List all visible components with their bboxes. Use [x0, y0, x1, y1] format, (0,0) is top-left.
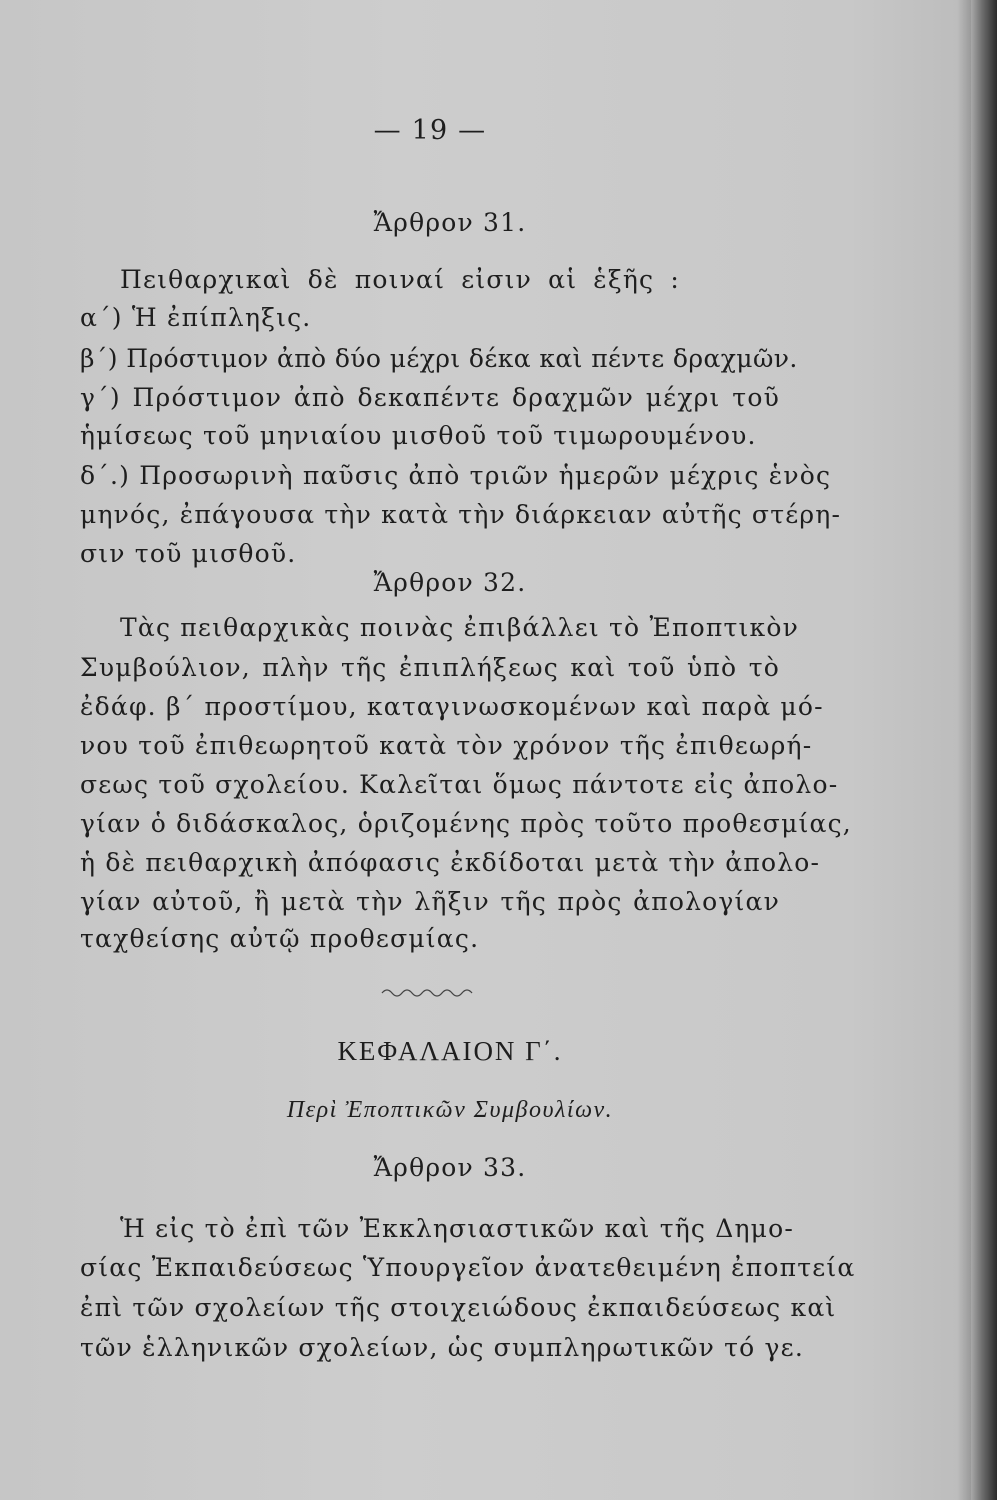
- article-31-line: μηνός, ἐπάγουσα τὴν κατὰ τὴν διάρκειαν αὐτῆς στέρη-: [80, 500, 842, 529]
- article-33-line: σίας Ἐκπαιδεύσεως Ὑπουργεῖον ἀνατεθειμένη ἐποπτεία: [80, 1253, 856, 1282]
- page-number: — 19 —: [373, 115, 487, 146]
- article-32-line: ἡ δὲ πειθαρχικὴ ἀπόφασις ἐκδίδοται μετὰ τὴν ἀπολο-: [80, 848, 821, 877]
- article-32-line: γίαν αὐτοῦ, ἢ μετὰ τὴν λῆξιν τῆς πρὸς ἀπολογίαν: [80, 887, 780, 916]
- article-32-line: νου τοῦ ἐπιθεωρητοῦ κατὰ τὸν χρόνον τῆς ἐπιθεωρή-: [80, 731, 813, 760]
- article-32-line: γίαν ὁ διδάσκαλος, ὁριζομένης πρὸς τοῦτο προθεσμίας,: [80, 809, 852, 838]
- article-31-line: σιν τοῦ μισθοῦ.: [80, 539, 297, 568]
- article-31-line: γ΄) Πρόστιμον ἀπὸ δεκαπέντε δραχμῶν μέχρι τοῦ: [80, 383, 780, 412]
- article-32-line: Συμβούλιον, πλὴν τῆς ἐπιπλήξεως καὶ τοῦ ὑπὸ τὸ: [80, 653, 780, 682]
- article-32-title: Ἄρθρον 32.: [373, 568, 527, 597]
- article-33-line: ἐπὶ τῶν σχολείων τῆς στοιχειώδους ἐκπαιδεύσεως καὶ: [80, 1293, 837, 1322]
- article-33-line: Ἡ εἰς τὸ ἐπὶ τῶν Ἐκκλησιαστικῶν καὶ τῆς Δημο-: [120, 1214, 795, 1243]
- article-31-line: Πειθαρχικαὶ δὲ ποιναί εἰσιν αἱ ἑξῆς :: [120, 265, 680, 294]
- article-31-title: Ἄρθρον 31.: [373, 208, 527, 237]
- article-32-line: ταχθείσης αὐτῷ προθεσμίας.: [80, 924, 480, 953]
- chapter-title: ΚΕΦΑΛΑΙΟΝ Γ΄.: [337, 1036, 563, 1066]
- article-33-line: τῶν ἑλληνικῶν σχολείων, ὡς συμπληρωτικῶν τό γε.: [80, 1333, 804, 1362]
- article-31-line: ἡμίσεως τοῦ μηνιαίου μισθοῦ τοῦ τιμωρουμένου.: [80, 421, 757, 450]
- article-33-title: Ἄρθρον 33.: [373, 1153, 527, 1182]
- article-31-line: α΄) Ἡ ἐπίπληξις.: [80, 303, 312, 332]
- article-32-line: ἐδάφ. β΄ προστίμου, καταγινωσκομένων καὶ παρὰ μό-: [80, 692, 824, 721]
- binding-edge: [971, 0, 997, 1500]
- wave-ornament-icon: [380, 985, 480, 999]
- article-31-line: β΄) Πρόστιμον ἀπὸ δύο μέχρι δέκα καὶ πέντε δραχμῶν.: [80, 344, 798, 373]
- article-32-line: σεως τοῦ σχολείου. Καλεῖται ὅμως πάντοτε εἰς ἀπολο-: [80, 770, 839, 799]
- article-32-line: Τὰς πειθαρχικὰς ποινὰς ἐπιβάλλει τὸ Ἐποπτικὸν: [120, 613, 799, 642]
- article-31-line: δ΄.) Προσωρινὴ παῦσις ἀπὸ τριῶν ἡμερῶν μέχρις ἑνὸς: [80, 461, 832, 490]
- chapter-subtitle: Περὶ Ἐποπτικῶν Συμβουλίων.: [286, 1097, 614, 1123]
